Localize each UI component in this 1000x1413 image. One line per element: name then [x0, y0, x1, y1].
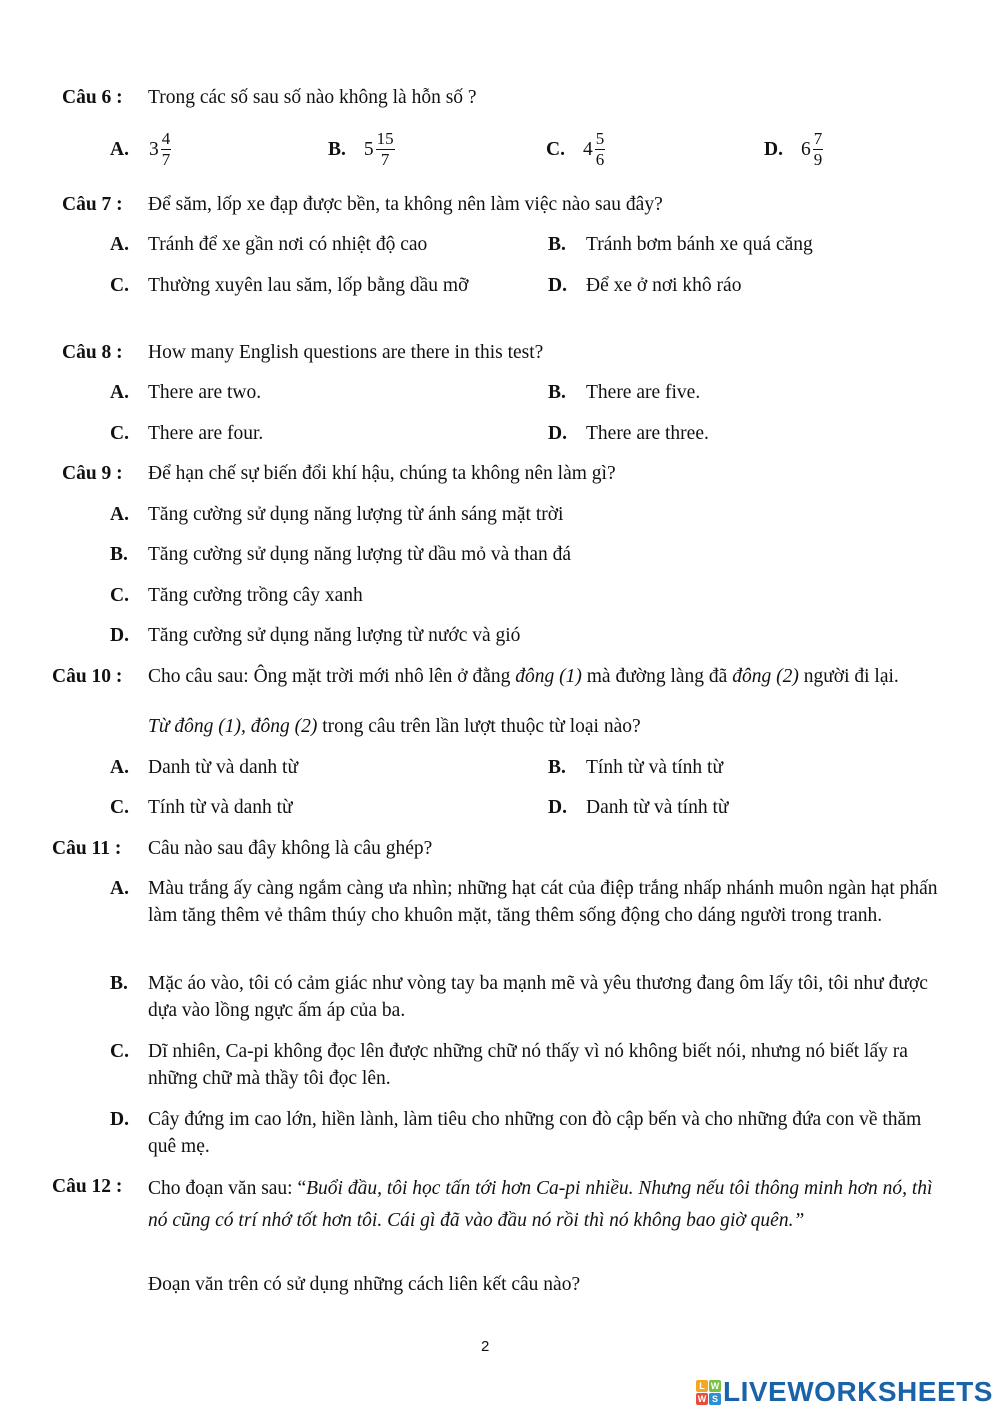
q10-option-c-text: Tính từ và danh từ	[148, 797, 293, 818]
numerator: 7	[813, 128, 823, 148]
option-label: B.	[110, 973, 128, 994]
q6-option-a[interactable]	[110, 126, 171, 172]
q10-option-a-text: Danh từ và danh từ	[148, 757, 299, 778]
q10-text: Cho câu sau: Ông mặt trời mới nhô lên ở đằng	[148, 666, 516, 687]
q7-question: Để săm, lốp xe đạp được bền, ta không nên làm việc nào sau đây?	[148, 194, 663, 215]
option-label: A.	[110, 382, 129, 403]
q10-question	[148, 663, 932, 690]
q12-quote: Buổi đầu, tôi học tấn tới hơn Ca-pi nhiều. Nhưng nếu tôi thông minh hơn nó, thì nó cũng có trí nhớ tốt hơn tôi. Cái gì đã vào đầu nó rồi thì nó không bao giờ quên.”	[148, 1178, 933, 1231]
option-label: D.	[110, 625, 129, 646]
q9-question: Để hạn chế sự biến đổi khí hậu, chúng ta không nên làm gì?	[148, 463, 616, 484]
q7-option-a[interactable]	[110, 231, 129, 258]
q10-word-dong-1: đông (1)	[515, 666, 582, 687]
option-label: A.	[110, 878, 129, 899]
q7-option-b[interactable]	[548, 231, 566, 258]
page-number: 2	[481, 1338, 490, 1355]
q11-label: Câu 11 :	[52, 838, 122, 859]
q10-option-b[interactable]	[548, 754, 566, 781]
fraction	[376, 129, 395, 170]
denominator: 9	[813, 149, 823, 169]
q12-passage	[148, 1173, 944, 1237]
option-label: A.	[110, 234, 129, 255]
q9-option-d[interactable]	[110, 622, 129, 649]
q8-option-a-text: There are two.	[148, 382, 262, 403]
q6-label: Câu 6 :	[62, 87, 123, 108]
numerator: 15	[376, 128, 394, 148]
q8-label: Câu 8 :	[62, 342, 123, 363]
q10-subquestion	[148, 713, 641, 740]
mixed-number-whole: 5	[363, 138, 374, 160]
option-label: B.	[548, 382, 566, 403]
q7-option-c-text: Thường xuyên lau săm, lốp bằng dầu mỡ	[148, 275, 469, 296]
q11-question: Câu nào sau đây không là câu ghép?	[148, 838, 433, 859]
logo-tile: S	[709, 1393, 721, 1405]
q9-option-a-text: Tăng cường sử dụng năng lượng từ ánh sáng mặt trời	[148, 504, 564, 525]
q11-option-d-text: Cây đứng im cao lớn, hiền lành, làm tiêu cho những con đò cập bến và cho những đứa con về thăm quê mẹ.	[148, 1109, 922, 1157]
q10-word-dong-2: đông (2)	[732, 666, 799, 687]
q6-option-d[interactable]	[764, 126, 823, 172]
option-label: B.	[110, 544, 128, 565]
option-label: D.	[548, 423, 567, 444]
q9-option-b[interactable]	[110, 541, 128, 568]
q10-option-d[interactable]	[548, 794, 567, 821]
q7-option-d[interactable]	[548, 272, 567, 299]
q10-option-a[interactable]	[110, 754, 129, 781]
q7-option-c[interactable]	[110, 272, 129, 299]
q11-option-b-text: Mặc áo vào, tôi có cảm giác như vòng tay ba mạnh mẽ và yêu thương đang ôm lấy tôi, tôi như được dựa vào lồng ngực ấm áp của ba.	[148, 973, 928, 1021]
option-label: B.	[328, 138, 346, 160]
q8-option-d[interactable]	[548, 420, 567, 447]
q10-option-d-text: Danh từ và tính từ	[586, 797, 729, 818]
q8-option-d-text: There are three.	[586, 423, 709, 444]
numerator: 4	[161, 128, 171, 148]
option-label: C.	[110, 1041, 129, 1062]
option-label: D.	[548, 275, 567, 296]
q9-option-c[interactable]	[110, 582, 129, 609]
fraction	[595, 129, 606, 170]
q10-italic-words: Từ đông (1), đông (2)	[148, 716, 318, 737]
logo-tile: W	[710, 1380, 720, 1391]
option-label: C.	[110, 797, 129, 818]
q6-question: Trong các số sau số nào không là hỗn số ?	[148, 87, 477, 108]
q9-option-a[interactable]	[110, 501, 129, 528]
liveworksheets-logo[interactable]	[696, 1375, 993, 1409]
q12-label: Câu 12 :	[52, 1176, 123, 1197]
q11-option-c-text: Dĩ nhiên, Ca-pi không đọc lên được những chữ nó thấy vì nó không biết nói, nhưng nó biết lấy ra những chữ mà thầy tôi đọc lên.	[148, 1041, 908, 1089]
option-label: A.	[110, 504, 129, 525]
q8-option-c-text: There are four.	[148, 423, 264, 444]
option-label: C.	[546, 138, 565, 160]
option-label: D.	[764, 138, 783, 160]
denominator: 7	[161, 149, 171, 169]
q9-label: Câu 9 :	[62, 463, 123, 484]
liveworksheets-wordmark: LIVEWORKSHEETS	[723, 1376, 993, 1407]
q12-question: Đoạn văn trên có sử dụng những cách liên kết câu nào?	[148, 1274, 581, 1295]
q11-option-c[interactable]	[110, 1038, 129, 1065]
fraction	[813, 129, 824, 170]
logo-tile: W	[697, 1393, 707, 1404]
q11-option-a[interactable]	[110, 875, 129, 902]
q8-option-c[interactable]	[110, 420, 129, 447]
q10-text: mà đường làng đã	[581, 666, 733, 687]
q10-label: Câu 10 :	[52, 666, 123, 687]
fraction	[161, 129, 172, 170]
q9-option-d-text: Tăng cường sử dụng năng lượng từ nước và gió	[148, 625, 521, 646]
option-label: A.	[110, 138, 129, 160]
q10-text: người đi lại.	[798, 666, 899, 687]
q7-option-a-text: Tránh để xe gần nơi có nhiệt độ cao	[148, 234, 428, 255]
denominator: 7	[380, 149, 390, 169]
q11-option-d[interactable]	[110, 1106, 129, 1133]
option-label: D.	[548, 797, 567, 818]
numerator: 5	[595, 128, 605, 148]
option-label: D.	[110, 1109, 129, 1130]
q7-label: Câu 7 :	[62, 194, 123, 215]
q9-option-c-text: Tăng cường trồng cây xanh	[148, 585, 363, 606]
q8-option-b[interactable]	[548, 379, 566, 406]
option-label: C.	[110, 275, 129, 296]
mixed-number-whole: 3	[148, 138, 159, 160]
q10-option-c[interactable]	[110, 794, 129, 821]
option-label: B.	[548, 234, 566, 255]
mixed-number-whole: 4	[582, 138, 593, 160]
q9-option-b-text: Tăng cường sử dụng năng lượng từ dầu mỏ và than đá	[148, 544, 572, 565]
q8-option-b-text: There are five.	[586, 382, 701, 403]
logo-tile: L	[696, 1380, 708, 1392]
q11-option-b[interactable]	[110, 970, 128, 997]
option-label: B.	[548, 757, 566, 778]
q10-subquestion-text: trong câu trên lần lượt thuộc từ loại nào?	[317, 716, 641, 737]
option-label: C.	[110, 423, 129, 444]
option-label: C.	[110, 585, 129, 606]
q10-option-b-text: Tính từ và tính từ	[586, 757, 724, 778]
q6-option-c[interactable]	[546, 126, 605, 172]
q12-intro: Cho đoạn văn sau: “	[148, 1178, 307, 1199]
denominator: 6	[595, 149, 605, 169]
option-label: A.	[110, 757, 129, 778]
q8-question: How many English questions are there in this test?	[148, 342, 544, 363]
q7-option-b-text: Tránh bơm bánh xe quá căng	[586, 234, 813, 255]
q7-option-d-text: Để xe ở nơi khô ráo	[586, 275, 742, 296]
q8-option-a[interactable]	[110, 379, 129, 406]
liveworksheets-icon	[696, 1380, 721, 1405]
q6-option-b[interactable]	[328, 126, 395, 172]
q11-option-a-text: Màu trắng ấy càng ngắm càng ưa nhìn; những hạt cát của điệp trắng nhấp nhánh muôn ngàn hạt phấn làm tăng thêm vẻ thâm thúy cho khuôn mặt, tăng thêm sống động cho dáng người trong tranh.	[148, 878, 938, 926]
mixed-number-whole: 6	[800, 138, 811, 160]
